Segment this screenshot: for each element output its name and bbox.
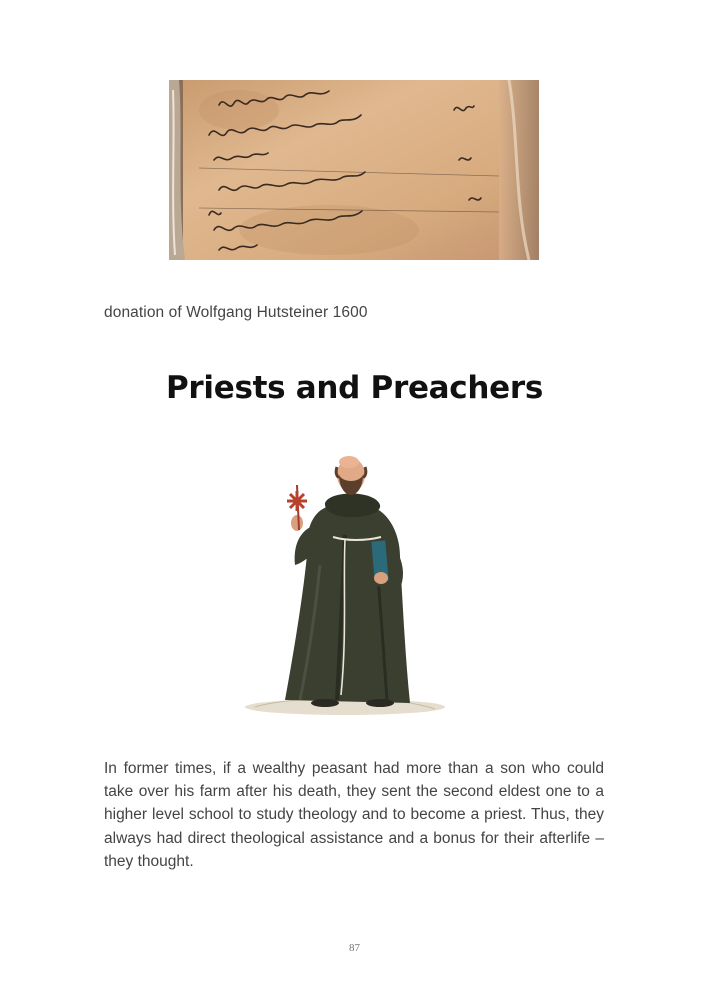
- manuscript-photo: [169, 80, 539, 260]
- image-caption: donation of Wolfgang Hutsteiner 1600: [104, 304, 368, 321]
- monk-illustration: [215, 445, 455, 715]
- page-number: 87: [349, 942, 360, 954]
- manuscript-image: [169, 80, 539, 260]
- monk-image: [215, 445, 455, 715]
- body-paragraph: In former times, if a wealthy peasant had more than a son who could take over his farm after his death, they sent the second eldest one to a higher level school to study theology and to become a priest. Thus, they always had direct theological assistance and a bonus for their afterlife – they thought.: [104, 760, 604, 870]
- section-heading: Priests and Preachers: [165, 370, 543, 406]
